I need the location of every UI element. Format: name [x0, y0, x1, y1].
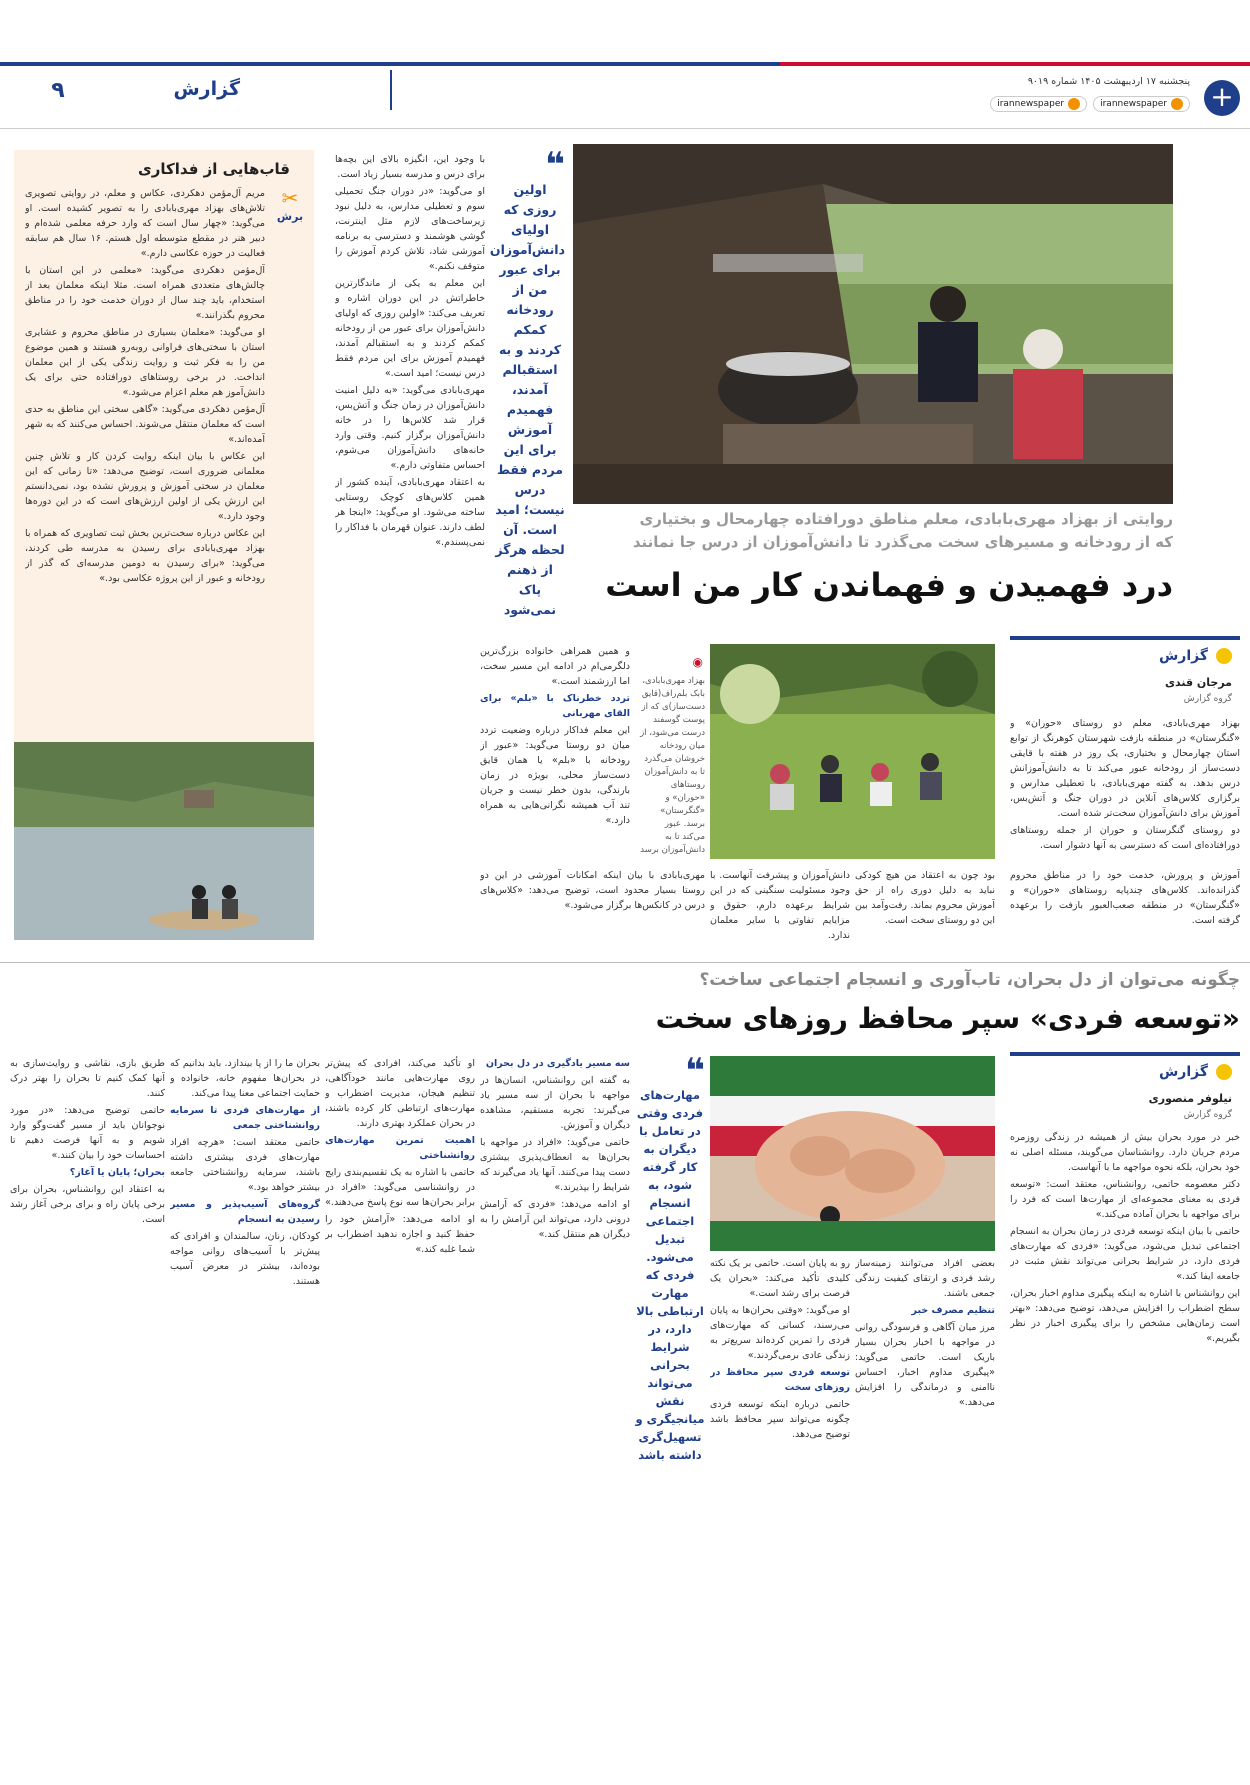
badge-dot-icon: [1216, 648, 1232, 664]
article-column-3: آموزش و پرورش، خدمت خود را در مناطق محروم گذرانده‌اند. کلاس‌های چندپایه روستاهای «حوران» و «گنگرستان» در منطقه صعب‌العبور بازفت را برعهده گرفته است.: [1010, 870, 1240, 926]
subhead-capital: از مهارت‌های فردی تا سرمایه روانشناختی جمعی: [170, 1105, 320, 1131]
sidebar-text: مریم آل‌مؤمن دهکردی، عکاس و معلم، در روایتی تصویری تلاش‌های بهزاد مهری‌بابادی را به تصویر کشیده است. او می‌گوید: «چهار سال است که وارد حرفه معلمی شده‌ام و دبیر هنر در مقطع متوسطه اول هستم. ۱۶ سال هم سابقه فعالیت در حوزه عکاسی دارم.» آل‌مؤمن دهکردی می‌گوید: «معلمی در این استان با چالش‌های متعددی همراه است. مثلا اینکه معلمان بعد از استخدام، باید چند سال از دوران خدمت خود را در مناطق محروم بگذرانند.» او می‌گوید: «معلمان بسیاری در مناطق محروم و عشایری استان با سختی‌های فراوانی روبه‌رو هستند و همین موضوع من را به فکر ثبت و روایت زندگی یکی از این معلمان انداخت. در برخی روستاهای دورافتاده حتی برای یک دانش‌آموز هم معلم اعزام می‌شود.» آل‌مؤمن دهکردی می‌گوید: «گاهی سختی این مناطق به حدی است که معلمان منتقل می‌شوند. احساس می‌کنند که به شهر آمده‌اند.» این عکاس با بیان اینکه روایت کردن کار و تلاش چنین معلمانی ضروری است، توضیح می‌دهد: «تا زمانی که این معلمان در سختی آموزش و پرورش نشده بود، نمی‌دانستم این ارزش یکی از اولین ارزش‌های است که در این دوره‌ها وجود دارد.» این عکاس درباره سخت‌ترین بخش ثبت تصاویری که همراه با بهزاد مهری‌بابادی برای رسیدن به مدرسه طی کردند، می‌گوید: «برای رسیدن به دومین مدرسه‌ای که گذر از رودخانه و عبور از این پروژه عکاسی بود.»: [25, 188, 265, 584]
plus-icon: +: [1204, 80, 1240, 116]
subhead-practice: اهمیت تمرین مهارت‌های روانشناختی: [325, 1135, 475, 1161]
section-title: گزارش: [173, 78, 240, 100]
section-badge-top: گزارش: [1159, 648, 1232, 664]
top-supertitle-2: که از رودخانه و مسیرهای سخت می‌گذرد تا دانش‌آموزان از درس جا نمانند: [632, 533, 1173, 551]
subhead-paths: سه مسیر یادگیری در دل بحران: [485, 1058, 630, 1069]
article-column-byline: بهزاد مهری‌بابادی، معلم دو روستای «حوران» و «گنگرستان» در منطقه بازفت شهرستان کوهرنگ از توابع استان چهارمحال و بختیاری، یک روز در هفته با قایقی دست‌ساز از رودخانه عبور می‌کند تا به دانش‌آموزانش درس بدهد. به گفته مهری‌بابادی، با تعطیلی مدارس و برگزاری کلاس‌های آنلاین در دوران جنگ و آتش‌بس، آموزش برای دانش‌آموزان سخت‌تر شده است. دو روستای گنگرستان و حوران از جمله روستاهای دورافتاده‌ای است که دسترسی به آنها دشوار است.: [1010, 718, 1240, 851]
instagram-icon: [1171, 98, 1183, 110]
page-number: ۹: [51, 78, 65, 103]
bottom-column-5: او تأکید می‌کند، افرادی که پیش‌تر روی مهارت‌هایی مانند خودآگاهی، تنظیم هیجان، مدیریت اضطراب و مهارت‌های ارتباطی کار کرده باشند، در بحران عملکرد بهتری دارند. اهمیت تمرین مهارت‌های روانشناختی حاتمی با اشاره به یک تقسیم‌بندی رایج در روانشناسی می‌گوید: «افراد در برابر بحران‌ها سه نوع پاسخ می‌دهند.» او ادامه می‌دهد: «آرامش خود را حفظ کنید و اجازه ندهید اضطراب بر شما غلبه کند.»: [325, 1058, 475, 1255]
main-photo: [573, 144, 1173, 504]
header-rule-blue: [0, 62, 780, 66]
bottom-supertitle: چگونه می‌توان از دل بحران، تاب‌آوری و انسجام اجتماعی ساخت؟: [699, 970, 1240, 990]
article-column-1: با وجود این، انگیزه بالای این بچه‌ها برای درس و مدرسه بسیار زیاد است. او می‌گوید: «در دوران جنگ تحمیلی سوم و تعطیلی مدارس، به دلیل نبود زیرساخت‌های لازم مثل اینترنت، گوشی هوشمند و دسترسی به برنامه آموزشی شاد، تلاش کردم آموزش را متوقف نکنم.» این معلم به یکی از ماندگارترین خاطراتش در این دوران اشاره و تعریف می‌کند: «اولین روزی که اولیای دانش‌آموزان برای عبور من از رودخانه کمکم کردند و به استقبالم آمدند، فهمیدم آموزش برای این مردم فقط درس نیست؛ امید است.» مهری‌بابادی می‌گوید: «به دلیل امنیت دانش‌آموزان در زمان جنگ و آتش‌بس، قرار شد کلاس‌ها را در خانه دانش‌آموزان برگزار کنیم. وقتی وارد خانه‌های دانش‌آموزان می‌شوم، احساس متفاوتی دارم.» به اعتقاد مهری‌بابادی، آینده کشور از همین کلاس‌های کوچک روستایی ساخته می‌شود. او می‌گوید: «اینجا هر لطف دارند. عنوان قهرمان با فداکار را نمی‌پسندم.»: [335, 154, 485, 548]
article-column-2: و همین همراهی خانواده بزرگ‌ترین دلگرمی‌ام در ادامه این مسیر سخت، اما ارزشمند است.» تردد خطرناک با «بلم» برای القای مهربانی این معلم فداکار درباره وضعیت تردد میان دو روستا می‌گوید: «عبور از رودخانه با «بلم» یا همان قایق دست‌ساز محلی، بویژه در زمان بارندگی، بدون خطر نیست و جریان تند آب همیشه نگرانی‌هایی به همراه دارد.»: [480, 646, 630, 826]
telegram-handle[interactable]: irannewspaper: [990, 96, 1087, 112]
pull-quote-bottom: مهارت‌های فردی وقتی در تعامل با دیگران به کار گرفته شود، به انسجام اجتماعی تبدیل می‌شود. فردی که مهارت ارتباطی بالا دارد، در شرایط بحرانی می‌تواند نقش میانجیگری و تسهیل‌گری داشته باشد: [635, 1088, 705, 1462]
caption-marker-icon: ◉: [692, 655, 703, 669]
instagram-handle[interactable]: irannewspaper: [1093, 96, 1190, 112]
bottom-column-2: بعضی افراد می‌توانند زمینه‌ساز رشد فردی و ارتقای کیفیت زندگی جمعی باشند. تنظیم مصرف خبر مرز میان آگاهی و فرسودگی روانی در مواجهه با اخبار بحران بسیار باریک است. حاتمی می‌گوید: «پیگیری مداوم اخبار، احساس ناامنی و درماندگی را افزایش می‌دهد.»: [855, 1258, 995, 1408]
top-headline: درد فهمیدن و فهماندن کار من است: [605, 566, 1173, 604]
author-group: گروه گزارش: [1183, 694, 1232, 704]
bottom-column-6: بحران ما را از پا بیندازد. باید بدانیم که در بحران‌ها مفهوم خانه، خانواده و حمایت اجتماعی معنا پیدا می‌کند. از مهارت‌های فردی تا سرمایه روانشناختی جمعی حاتمی معتقد است: «هرچه افراد مهارت‌های فردی بیشتری داشته باشند، سرمایه روانشناختی جامعه بیشتر خواهد بود.» گروه‌های آسیب‌پذیر و مسیر رسیدن به انسجام کودکان، زنان، سالمندان و افرادی که پیش‌تر با آسیب‌های روانی مواجه بوده‌اند، بیشتر در معرض آسیب هستند.: [170, 1058, 320, 1287]
river-photo: [14, 742, 314, 940]
hands-photo: [710, 1056, 995, 1251]
social-links: [990, 96, 1190, 112]
section-badge-bottom: گزارش: [1159, 1064, 1232, 1080]
date-line: پنجشنبه ۱۷ اردیبهشت ۱۴۰۵ شماره ۹۰۱۹: [1027, 76, 1190, 87]
bottom-column-3: رو به پایان است. حاتمی بر یک نکته کلیدی تأکید می‌کند: «بحران یک فرصت برای رشد است.» او می‌گوید: «وقتی بحران‌ها به پایان می‌رسند، کسانی که مهارت‌های فردی را تمرین کرده‌اند سریع‌تر به زندگی عادی برمی‌گردند.» توسعه فردی سپر محافظ در روزهای سخت حاتمی درباره اینکه توسعه فردی چگونه می‌تواند سپر محافظ باشد توضیح می‌دهد.: [710, 1258, 850, 1440]
pull-quote-block-bottom: [635, 1051, 705, 1464]
subhead-vulnerable: گروه‌های آسیب‌پذیر و مسیر رسیدن به انسجام: [170, 1199, 320, 1225]
quote-icon-bottom: ❝: [685, 1051, 705, 1091]
pull-quote: اولین روزی که اولیای دانش‌آموزان برای عبور من از رودخانه کمکم کردند و به استقبالم آمدند، فهمیدم آموزش برای این مردم فقط درس نیست؛ امید است. آن لحظه هرگز از ذهنم پاک نمی‌شود: [489, 182, 565, 617]
byline-rule: [1010, 636, 1240, 640]
author-group-bottom: گروه گزارش: [1183, 1110, 1232, 1120]
subhead-shield: توسعه فردی سپر محافظ در روزهای سخت: [710, 1367, 850, 1393]
section-divider: [390, 70, 392, 110]
badge-dot-icon-bottom: [1216, 1064, 1232, 1080]
sidebar-tag: ✂ برش: [276, 186, 304, 223]
article-column-4: بود چون به اعتقاد من هیچ کودکی نباید به دلیل دوری راه از حق آموزش محروم بماند. رفت‌وآمد بین این دو روستای سخت است.: [855, 870, 995, 926]
header-underline: [0, 128, 1250, 129]
sidebar-title: قاب‌هایی از فداکاری: [138, 160, 290, 178]
top-supertitle-1: روایتی از بهزاد مهری‌بابادی، معلم مناطق دورافتاده چهارمحال و بختیاری: [639, 510, 1173, 528]
byline-rule-bottom: [1010, 1052, 1240, 1056]
telegram-icon: [1068, 98, 1080, 110]
bottom-column-1: خبر در مورد بحران بیش از همیشه در زندگی روزمره مردم جریان دارد. روانشناسان می‌گویند، مسئله اصلی نه خود بحران، بلکه نحوه مواجهه ما با آنهاست. دکتر معصومه حاتمی، روانشناس، معتقد است: «توسعه فردی به معنای مجموعه‌ای از مهارت‌ها است که فرد را برای مواجهه با بحران آماده می‌کند.» حاتمی با بیان اینکه توسعه فردی در زمان بحران به انسجام اجتماعی تبدیل می‌شود، می‌گوید: «فردی که مهارت‌های فردی دارد، در شرایط بحرانی می‌تواند نقش مثبت در جامعه ایفا کند.» این روانشناس با اشاره به اینکه پیگیری مداوم اخبار بحران، سطح اضطراب را افزایش می‌دهد، توضیح می‌دهد: «بهتر است زمان‌هایی مشخص را برای پیگیری اخبار در نظر بگیریم.»: [1010, 1132, 1240, 1344]
classroom-photo: [710, 644, 995, 859]
bottom-column-7: طریق بازی، نقاشی و روایت‌سازی به آنها کمک کنیم تا بحران را بهتر درک کنند. حاتمی توضیح می‌دهد: «در مورد نوجوانان باید از مسیر گفت‌وگو وارد شویم و به آنها فرصت دهیم تا احساسات خود را بیان کنند.» بحران؛ پایان یا آغاز؟ به اعتقاد این روانشناس، بحران برای برخی پایان راه و برای برخی آغاز رشد است.: [10, 1058, 165, 1225]
article-column-6: مهری‌بابادی با بیان اینکه امکانات آموزشی در این دو روستا بسیار محدود است، توضیح می‌دهد: «کلاس‌های درس در کانکس‌ها برگزار می‌شود.»: [480, 870, 705, 911]
section-separator: [0, 962, 1250, 963]
subhead-news: تنظیم مصرف خبر: [911, 1305, 995, 1316]
quote-icon: ❝: [545, 145, 565, 185]
subhead-boat: تردد خطرناک با «بلم» برای القای مهربانی: [480, 693, 630, 719]
bottom-column-4: سه مسیر یادگیری در دل بحران به گفته این روانشناس، انسان‌ها در مواجهه با بحران از سه مسیر یاد می‌گیرند: تجربه مستقیم، مشاهده دیگران و آموزش. حاتمی می‌گوید: «افراد در مواجهه با بحران‌ها به انعطاف‌پذیری بیشتری دست پیدا می‌کنند. آنها یاد می‌گیرند که شرایط را بپذیرند.» او ادامه می‌دهد: «فردی که آرامش درونی دارد، می‌تواند این آرامش را به دیگران هم منتقل کند.»: [480, 1058, 630, 1240]
subhead-crisis-end: بحران؛ پایان یا آغاز؟: [69, 1167, 165, 1178]
author-name: مرجان قندی: [1164, 676, 1232, 689]
article-column-5: دانش‌آموزان و پیشرفت آنهاست. با وجود مسئولیت سنگینی که در این شرایط برعهده دارم، حقوق و مزایایم تفاوتی با سایر معلمان ندارد.: [710, 870, 850, 941]
scissors-icon: ✂: [281, 186, 299, 210]
bottom-headline: «توسعه فردی» سپر محافظ روزهای سخت: [655, 1002, 1240, 1035]
author-name-bottom: نیلوفر منصوری: [1148, 1092, 1232, 1105]
photo-caption: بهزاد مهری‌بابادی، بابک بلم‌راف(قایق دست‌ساز)ی که از پوست گوسفند درست می‌شود، از میان رودخانه خروشان می‌گذرد تا به دانش‌آموزان روستاهای «حوران» و «گنگرستان» برسد. عبور می‌کند تا به دانش‌آموزان برسد: [640, 676, 705, 855]
header-rule-red: [780, 62, 1250, 66]
